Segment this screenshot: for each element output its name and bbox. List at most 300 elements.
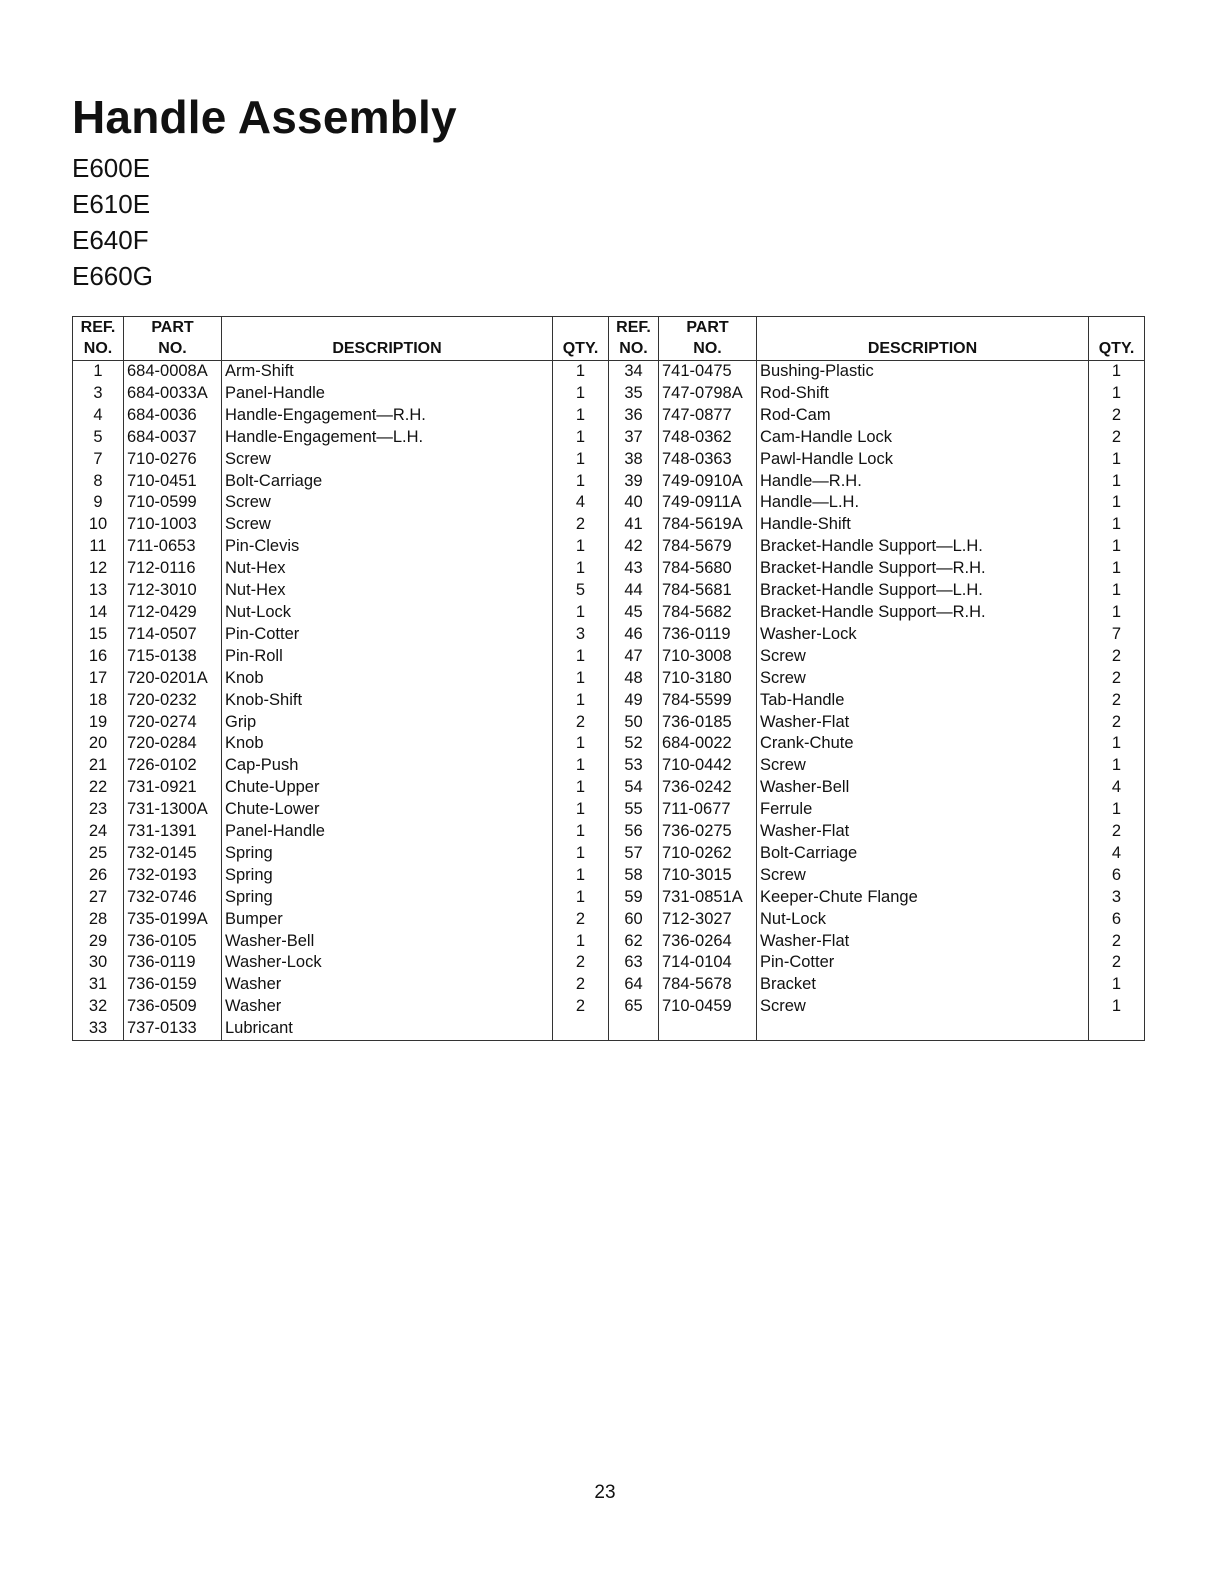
ref-no-cell: 19 [73,712,124,734]
qty-cell: 2 [1089,952,1145,974]
part-no-cell: 732-0145 [124,843,222,865]
ref-no-cell: 52 [609,733,659,755]
qty-cell: 1 [1089,996,1145,1018]
qty-cell: 5 [553,580,609,602]
part-no-cell: 736-0119 [124,952,222,974]
description-cell: Nut-Hex [222,558,553,580]
table-row [609,668,1145,690]
ref-no-cell: 32 [73,996,124,1018]
part-no-header: PART NO. [124,317,222,361]
description-cell: Spring [222,843,553,865]
description-cell: Handle-Engagement—R.H. [222,405,553,427]
description-cell: Pin-Roll [222,646,553,668]
description-cell: Screw [757,668,1089,690]
part-no-cell: 748-0363 [659,449,757,471]
part-no-cell: 720-0274 [124,712,222,734]
part-no-cell: 711-0677 [659,799,757,821]
part-no-cell: 747-0877 [659,405,757,427]
table-row [73,996,609,1018]
qty-cell: 2 [1089,712,1145,734]
ref-no-cell: 27 [73,887,124,909]
qty-cell: 2 [1089,931,1145,953]
part-no-cell: 710-3015 [659,865,757,887]
table-row [609,492,1145,514]
part-no-cell: 714-0507 [124,624,222,646]
ref-no-cell: 26 [73,865,124,887]
table-row [609,646,1145,668]
table-row [73,427,609,449]
ref-no-cell: 42 [609,536,659,558]
ref-no-cell: 53 [609,755,659,777]
qty-cell: 7 [1089,624,1145,646]
table-row [73,580,609,602]
description-cell: Washer-Bell [222,931,553,953]
model-number: E610E [72,189,151,219]
description-cell: Screw [757,996,1089,1018]
table-row [73,712,609,734]
part-no-header: PART NO. [659,317,757,361]
part-no-cell: 710-0262 [659,843,757,865]
part-no-cell: 747-0798A [659,383,757,405]
qty-cell: 2 [1089,405,1145,427]
ref-no-cell: 56 [609,821,659,843]
ref-no-cell: 30 [73,952,124,974]
qty-cell: 1 [553,777,609,799]
table-row [73,492,609,514]
description-cell: Chute-Lower [222,799,553,821]
part-no-cell: 712-0429 [124,602,222,624]
qty-cell: 2 [553,909,609,931]
ref-no-cell: 13 [73,580,124,602]
parts-table-right [608,316,1145,1041]
table-row [73,974,609,996]
part-no-cell: 710-0451 [124,471,222,493]
ref-no-cell: 46 [609,624,659,646]
qty-cell: 1 [553,646,609,668]
description-cell: Handle—R.H. [757,471,1089,493]
description-cell: Washer-Lock [757,624,1089,646]
ref-no-cell: 4 [73,405,124,427]
description-cell: Screw [757,865,1089,887]
ref-no-cell: 45 [609,602,659,624]
qty-cell: 1 [1089,733,1145,755]
part-no-cell: 732-0746 [124,887,222,909]
ref-no-cell: 29 [73,931,124,953]
description-cell: Bracket-Handle Support—R.H. [757,602,1089,624]
part-no-cell: 736-0509 [124,996,222,1018]
description-header: DESCRIPTION [222,317,553,361]
table-row [73,449,609,471]
qty-cell: 1 [553,690,609,712]
description-cell: Rod-Cam [757,405,1089,427]
ref-no-cell: 43 [609,558,659,580]
qty-cell: 1 [553,755,609,777]
table-row [609,514,1145,536]
qty-cell: 3 [553,624,609,646]
table-row [609,1018,1145,1040]
qty-cell: 1 [553,536,609,558]
part-no-cell: 736-0242 [659,777,757,799]
part-no-cell: 710-3008 [659,646,757,668]
right-rows [609,361,1145,1041]
ref-no-cell: 37 [609,427,659,449]
description-cell: Pin-Clevis [222,536,553,558]
ref-no-cell: 38 [609,449,659,471]
qty-cell: 1 [1089,755,1145,777]
table-row [73,624,609,646]
qty-cell: 1 [1089,471,1145,493]
table-row [73,909,609,931]
description-cell: Knob [222,733,553,755]
ref-no-cell: 59 [609,887,659,909]
description-cell: Screw [757,755,1089,777]
table-row [609,974,1145,996]
left-rows [73,361,609,1041]
part-no-cell: 731-1391 [124,821,222,843]
part-no-cell: 711-0653 [124,536,222,558]
table-header-row [609,317,1145,361]
qty-cell: 1 [553,405,609,427]
part-no-cell: 710-0276 [124,449,222,471]
ref-no-cell: 7 [73,449,124,471]
part-no-cell: 748-0362 [659,427,757,449]
qty-cell: 1 [553,558,609,580]
ref-no-cell: 21 [73,755,124,777]
table-row [73,1018,609,1040]
description-cell: Bracket-Handle Support—L.H. [757,580,1089,602]
table-row [609,712,1145,734]
part-no-cell: 784-5679 [659,536,757,558]
description-cell: Handle—L.H. [757,492,1089,514]
table-row [609,536,1145,558]
table-row [609,843,1145,865]
ref-no-cell: 24 [73,821,124,843]
description-cell: Bolt-Carriage [757,843,1089,865]
description-cell: Ferrule [757,799,1089,821]
table-row [609,580,1145,602]
table-row [609,733,1145,755]
qty-cell: 4 [1089,843,1145,865]
table-row [73,405,609,427]
table-row [73,755,609,777]
qty-cell: 1 [1089,580,1145,602]
part-no-cell: 720-0284 [124,733,222,755]
qty-cell [1089,1018,1145,1040]
ref-no-cell: 35 [609,383,659,405]
part-no-cell: 732-0193 [124,865,222,887]
description-cell: Bracket-Handle Support—L.H. [757,536,1089,558]
description-cell: Bumper [222,909,553,931]
description-cell: Rod-Shift [757,383,1089,405]
table-row [73,843,609,865]
description-cell: Pin-Cotter [222,624,553,646]
description-cell: Handle-Engagement—L.H. [222,427,553,449]
part-no-cell: 731-0851A [659,887,757,909]
description-cell: Washer-Lock [222,952,553,974]
part-no-cell: 712-3010 [124,580,222,602]
table-row [609,427,1145,449]
ref-no-cell: 60 [609,909,659,931]
table-row [73,777,609,799]
table-row [73,690,609,712]
table-row [609,361,1145,383]
ref-no-cell: 20 [73,733,124,755]
ref-no-cell: 47 [609,646,659,668]
table-row [73,361,609,383]
table-row [609,909,1145,931]
part-no-cell: 710-1003 [124,514,222,536]
qty-cell: 3 [1089,887,1145,909]
part-no-cell: 749-0911A [659,492,757,514]
table-row [73,733,609,755]
ref-no-cell: 54 [609,777,659,799]
description-cell: Cap-Push [222,755,553,777]
ref-no-cell: 1 [73,361,124,383]
part-no-cell: 710-0599 [124,492,222,514]
description-cell: Pin-Cotter [757,952,1089,974]
ref-no-cell: 63 [609,952,659,974]
table-row [73,865,609,887]
table-row [73,514,609,536]
table-row [73,602,609,624]
table-row [73,668,609,690]
part-no-cell: 714-0104 [659,952,757,974]
description-cell: Nut-Hex [222,580,553,602]
qty-cell: 2 [553,996,609,1018]
qty-cell: 2 [1089,690,1145,712]
ref-no-cell: 55 [609,799,659,821]
ref-no-cell: 8 [73,471,124,493]
description-cell: Tab-Handle [757,690,1089,712]
qty-cell: 1 [553,449,609,471]
description-cell: Washer-Flat [757,821,1089,843]
page-number: 23 [594,1482,616,1503]
qty-cell: 2 [1089,646,1145,668]
ref-no-cell: 28 [73,909,124,931]
qty-cell: 1 [1089,361,1145,383]
part-no-cell: 684-0037 [124,427,222,449]
qty-cell: 2 [1089,821,1145,843]
part-no-cell: 741-0475 [659,361,757,383]
page-title: Handle Assembly [72,91,457,143]
ref-no-cell: 34 [609,361,659,383]
qty-cell [553,1018,609,1040]
description-cell: Pawl-Handle Lock [757,449,1089,471]
part-no-cell: 720-0201A [124,668,222,690]
ref-no-header: REF. NO. [609,317,659,361]
ref-no-cell: 41 [609,514,659,536]
table-row [73,383,609,405]
ref-no-cell: 17 [73,668,124,690]
table-row [609,690,1145,712]
ref-no-cell: 3 [73,383,124,405]
table-row [609,865,1145,887]
model-list [72,150,153,294]
part-no-cell [659,1018,757,1040]
table-row [609,821,1145,843]
part-no-cell: 784-5599 [659,690,757,712]
part-no-cell: 710-0459 [659,996,757,1018]
qty-cell: 2 [1089,427,1145,449]
table-row [609,799,1145,821]
description-cell: Washer-Flat [757,712,1089,734]
description-cell: Keeper-Chute Flange [757,887,1089,909]
ref-no-cell: 25 [73,843,124,865]
table-row [73,952,609,974]
table-row [609,996,1145,1018]
description-cell: Washer [222,974,553,996]
part-no-cell: 720-0232 [124,690,222,712]
qty-cell: 4 [553,492,609,514]
part-no-cell: 712-0116 [124,558,222,580]
description-cell: Knob [222,668,553,690]
qty-cell: 2 [553,952,609,974]
table-row [609,777,1145,799]
part-no-cell: 737-0133 [124,1018,222,1040]
description-cell: Bracket [757,974,1089,996]
table-row [609,383,1145,405]
part-no-cell: 715-0138 [124,646,222,668]
part-no-cell: 736-0159 [124,974,222,996]
qty-cell: 1 [1089,602,1145,624]
qty-header: QTY. [1089,317,1145,361]
qty-cell: 1 [553,843,609,865]
description-cell: Panel-Handle [222,821,553,843]
ref-no-cell: 31 [73,974,124,996]
qty-cell: 1 [1089,383,1145,405]
part-no-cell: 684-0033A [124,383,222,405]
ref-no-cell: 18 [73,690,124,712]
description-cell: Chute-Upper [222,777,553,799]
ref-no-cell [609,1018,659,1040]
ref-no-cell: 14 [73,602,124,624]
part-no-cell: 736-0264 [659,931,757,953]
qty-cell: 1 [553,361,609,383]
part-no-cell: 736-0275 [659,821,757,843]
table-row [73,799,609,821]
description-cell: Washer [222,996,553,1018]
model-number: E600E [72,153,151,183]
table-row [609,471,1145,493]
ref-no-cell: 33 [73,1018,124,1040]
ref-no-cell: 11 [73,536,124,558]
ref-no-header: REF. NO. [73,317,124,361]
part-no-cell: 784-5681 [659,580,757,602]
description-cell: Cam-Handle Lock [757,427,1089,449]
ref-no-cell: 57 [609,843,659,865]
part-no-cell: 710-0442 [659,755,757,777]
ref-no-cell: 22 [73,777,124,799]
qty-cell: 1 [1089,974,1145,996]
description-cell: Bracket-Handle Support—R.H. [757,558,1089,580]
description-cell [757,1018,1089,1040]
description-cell: Knob-Shift [222,690,553,712]
ref-no-cell: 12 [73,558,124,580]
part-no-cell: 731-1300A [124,799,222,821]
part-no-cell: 736-0119 [659,624,757,646]
table-row [609,405,1145,427]
part-no-cell: 735-0199A [124,909,222,931]
part-no-cell: 710-3180 [659,668,757,690]
part-no-cell: 784-5682 [659,602,757,624]
table-row [73,821,609,843]
model-number: E640F [72,225,149,255]
table-row [609,755,1145,777]
ref-no-cell: 50 [609,712,659,734]
description-header: DESCRIPTION [757,317,1089,361]
description-cell: Spring [222,887,553,909]
table-row [73,887,609,909]
table-row [609,887,1145,909]
part-no-cell: 784-5680 [659,558,757,580]
table-row [609,558,1145,580]
qty-cell: 1 [553,931,609,953]
part-no-cell: 726-0102 [124,755,222,777]
table-row [73,471,609,493]
description-cell: Panel-Handle [222,383,553,405]
qty-cell: 2 [1089,668,1145,690]
qty-cell: 1 [1089,449,1145,471]
qty-cell: 6 [1089,909,1145,931]
description-cell: Bolt-Carriage [222,471,553,493]
model-number: E660G [72,261,153,291]
qty-cell: 1 [553,427,609,449]
parts-table-left [72,316,609,1041]
description-cell: Nut-Lock [222,602,553,624]
qty-cell: 1 [553,799,609,821]
description-cell: Washer-Bell [757,777,1089,799]
description-cell: Bushing-Plastic [757,361,1089,383]
part-no-cell: 784-5619A [659,514,757,536]
part-no-cell: 736-0105 [124,931,222,953]
qty-cell: 1 [553,668,609,690]
qty-cell: 1 [1089,536,1145,558]
qty-cell: 1 [553,383,609,405]
qty-cell: 1 [553,887,609,909]
qty-cell: 2 [553,974,609,996]
qty-cell: 1 [553,821,609,843]
description-cell: Screw [222,492,553,514]
qty-cell: 1 [1089,799,1145,821]
ref-no-cell: 9 [73,492,124,514]
description-cell: Lubricant [222,1018,553,1040]
table-row [609,602,1145,624]
description-cell: Screw [757,646,1089,668]
ref-no-cell: 65 [609,996,659,1018]
qty-cell: 2 [553,712,609,734]
part-no-cell: 712-3027 [659,909,757,931]
ref-no-cell: 39 [609,471,659,493]
table-row [73,558,609,580]
description-cell: Screw [222,449,553,471]
ref-no-cell: 49 [609,690,659,712]
qty-cell: 2 [553,514,609,536]
part-no-cell: 784-5678 [659,974,757,996]
ref-no-cell: 23 [73,799,124,821]
table-row [73,646,609,668]
ref-no-cell: 40 [609,492,659,514]
qty-cell: 1 [553,733,609,755]
description-cell: Spring [222,865,553,887]
qty-cell: 1 [1089,514,1145,536]
part-no-cell: 749-0910A [659,471,757,493]
qty-cell: 1 [553,865,609,887]
ref-no-cell: 5 [73,427,124,449]
ref-no-cell: 48 [609,668,659,690]
description-cell: Grip [222,712,553,734]
description-cell: Arm-Shift [222,361,553,383]
qty-cell: 1 [1089,558,1145,580]
